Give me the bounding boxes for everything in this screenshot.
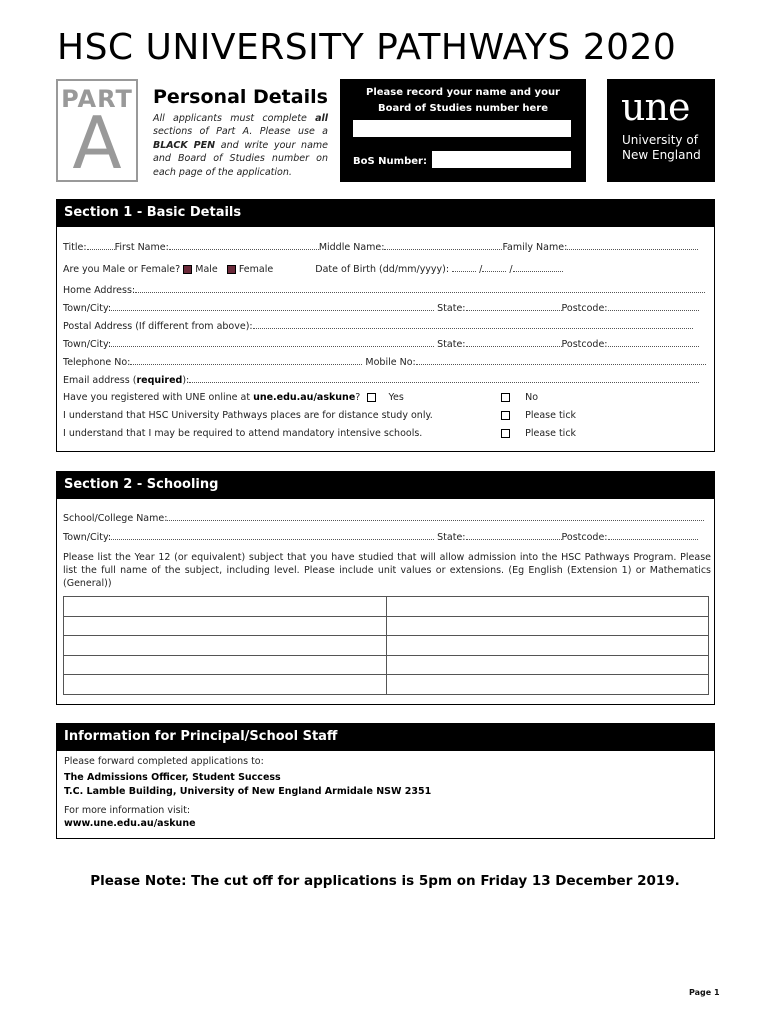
- title-label: Title:: [63, 242, 87, 253]
- section1-heading: Section 1 - Basic Details: [57, 200, 714, 227]
- subject-cell[interactable]: [387, 616, 709, 636]
- une-logo-mark: une: [621, 85, 690, 129]
- postal-town-field[interactable]: [111, 346, 434, 347]
- state-field[interactable]: [466, 310, 562, 311]
- no-label: No: [525, 392, 539, 403]
- intensive-row: [63, 428, 422, 439]
- middle-name-field[interactable]: [384, 249, 502, 250]
- intensive-checkbox[interactable]: [501, 429, 510, 438]
- address: T.C. Lamble Building, University of New England Armidale NSW 2351: [64, 786, 432, 797]
- addressee: The Admissions Officer, Student Success: [64, 772, 281, 783]
- school-town-row: [63, 532, 698, 543]
- town-row-2: [63, 339, 699, 350]
- dob-sep-1: /: [479, 264, 483, 275]
- registered-row: [63, 392, 404, 403]
- registered-question-mark: ?: [355, 392, 361, 403]
- postal-town-label: Town/City:: [63, 339, 112, 350]
- table-row: [64, 636, 709, 656]
- male-checkbox[interactable]: [183, 265, 192, 274]
- subject-cell[interactable]: [387, 636, 709, 656]
- postal-postcode-label: Postcode:: [561, 339, 608, 350]
- name-row: [63, 242, 698, 253]
- postal-state-field[interactable]: [466, 346, 562, 347]
- subject-cell[interactable]: [387, 675, 709, 695]
- askune-url[interactable]: www.une.edu.au/askune: [64, 818, 196, 829]
- pd-text-all: all: [315, 113, 328, 124]
- intensive-tick-label: Please tick: [525, 428, 577, 439]
- school-town-label: Town/City:: [63, 532, 112, 543]
- town-row-1: [63, 303, 699, 314]
- table-row: [64, 597, 709, 617]
- postal-state-label: State:: [437, 339, 466, 350]
- name-field[interactable]: [353, 120, 571, 137]
- record-line2: Board of Studies number here: [377, 103, 549, 114]
- record-instructions: [340, 85, 586, 117]
- distance-statement: I understand that HSC University Pathways places are for distance study only.: [63, 410, 433, 421]
- state-label: State:: [437, 303, 466, 314]
- pd-text-post: and write your name and Board of Studies number on each page of the application.: [153, 139, 328, 178]
- school-postcode-label: Postcode:: [561, 532, 608, 543]
- subject-table: [63, 596, 709, 695]
- female-label: Female: [238, 264, 274, 275]
- dob-year-field[interactable]: [513, 271, 563, 272]
- personal-details-instructions: [153, 112, 328, 179]
- logo-line1: University of: [622, 133, 698, 147]
- dob-day-field[interactable]: [452, 271, 476, 272]
- bos-number-label: BoS Number:: [353, 156, 427, 167]
- postcode-label: Postcode:: [561, 303, 608, 314]
- more-info-text: For more information visit:: [64, 805, 191, 816]
- email-required: required: [136, 375, 183, 386]
- male-label: Male: [195, 264, 218, 275]
- school-field[interactable]: [167, 520, 704, 521]
- intensive-tick-group: [501, 428, 576, 439]
- section-schooling: [56, 471, 715, 705]
- email-field[interactable]: [189, 382, 699, 383]
- postcode-field[interactable]: [608, 310, 699, 311]
- pd-text-mid: sections of Part A. Please use a: [153, 126, 328, 138]
- section3-heading: Information for Principal/School Staff: [57, 724, 714, 751]
- dob-sep-2: /: [509, 264, 513, 275]
- school-state-field[interactable]: [466, 539, 562, 540]
- section2-heading: Section 2 - Schooling: [57, 472, 714, 499]
- une-logo: [607, 79, 715, 182]
- distance-tick-label: Please tick: [525, 410, 577, 421]
- pd-text-pen: BLACK PEN: [153, 139, 216, 151]
- phone-row: [63, 357, 706, 368]
- mobile-field[interactable]: [416, 364, 706, 365]
- title-field[interactable]: [87, 249, 115, 250]
- distance-tick-group: [501, 410, 576, 421]
- town-field[interactable]: [111, 310, 434, 311]
- registered-no-checkbox[interactable]: [501, 393, 510, 402]
- table-row: [64, 616, 709, 636]
- forward-text: Please forward completed applications to:: [64, 756, 264, 767]
- distance-checkbox[interactable]: [501, 411, 510, 420]
- mobile-label: Mobile No:: [365, 357, 416, 368]
- school-town-field[interactable]: [111, 539, 434, 540]
- postal-address-field[interactable]: [253, 328, 693, 329]
- school-label: School/College Name:: [63, 513, 168, 524]
- subject-cell[interactable]: [64, 616, 387, 636]
- table-row: [64, 655, 709, 675]
- intensive-statement: I understand that I may be required to attend mandatory intensive schools.: [63, 428, 423, 439]
- postal-postcode-field[interactable]: [608, 346, 699, 347]
- email-row: [63, 375, 699, 386]
- registered-question: Have you registered with UNE online at: [63, 392, 254, 403]
- home-address-field[interactable]: [135, 292, 705, 293]
- email-label-pre: Email address (: [63, 375, 137, 386]
- subject-cell[interactable]: [387, 655, 709, 675]
- yes-label: Yes: [388, 392, 404, 403]
- family-name-field[interactable]: [567, 249, 698, 250]
- home-address-label: Home Address:: [63, 285, 136, 296]
- logo-line2: New England: [622, 147, 701, 162]
- subject-cell[interactable]: [64, 655, 387, 675]
- middle-name-label: Middle Name:: [318, 242, 385, 253]
- subject-instructions: Please list the Year 12 (or equivalent) subject that you have studied that will allow admission into the HSC Pathways Program. Please list the full name of the subject, including level. Please include unit values or extensions. (Eg English (Extension 1) or Mathematics (General)): [63, 552, 711, 590]
- table-row: [64, 675, 709, 695]
- dob-label: Date of Birth (dd/mm/yyyy):: [315, 264, 450, 275]
- record-line1: Please record your name and your: [365, 87, 560, 98]
- une-logo-name: [622, 133, 701, 162]
- askune-link[interactable]: une.edu.au/askune: [253, 392, 356, 403]
- home-address-row: [63, 285, 705, 296]
- female-checkbox[interactable]: [227, 265, 236, 274]
- telephone-label: Telephone No:: [63, 357, 131, 368]
- telephone-field[interactable]: [130, 364, 362, 365]
- subject-cell[interactable]: [64, 597, 387, 617]
- page-title: HSC UNIVERSITY PATHWAYS 2020: [57, 27, 677, 68]
- subject-cell[interactable]: [64, 636, 387, 656]
- registered-no-group: [501, 392, 538, 403]
- section-basic-details: [56, 199, 715, 452]
- school-state-label: State:: [437, 532, 466, 543]
- postal-address-label: Postal Address (If different from above):: [63, 321, 253, 332]
- first-name-field[interactable]: [169, 249, 319, 250]
- section-school-staff: [56, 723, 715, 839]
- part-a-box: [56, 79, 138, 185]
- family-name-label: Family Name:: [502, 242, 568, 253]
- name-record-box: [340, 79, 586, 182]
- registered-yes-checkbox[interactable]: [367, 393, 376, 402]
- subject-cell[interactable]: [64, 675, 387, 695]
- school-postcode-field[interactable]: [608, 539, 698, 540]
- email-label-post: ):: [182, 375, 190, 386]
- first-name-label: First Name:: [114, 242, 169, 253]
- school-row: [63, 513, 704, 524]
- bos-number-field[interactable]: [432, 151, 571, 168]
- dob-month-field[interactable]: [482, 271, 506, 272]
- subject-cell[interactable]: [387, 597, 709, 617]
- gender-dob-row: [63, 264, 563, 275]
- personal-details-heading: Personal Details: [153, 86, 328, 108]
- distance-row: [63, 410, 433, 421]
- part-letter: A: [72, 101, 122, 185]
- gender-question: Are you Male or Female?: [63, 264, 181, 275]
- town-label: Town/City:: [63, 303, 112, 314]
- pd-text-pre: All applicants must complete: [153, 113, 316, 124]
- postal-address-row: [63, 321, 693, 332]
- part-word: PART: [61, 85, 133, 113]
- cutoff-note: Please Note: The cut off for applications is 5pm on Friday 13 December 2019.: [90, 873, 680, 889]
- page-number: Page 1: [689, 988, 720, 997]
